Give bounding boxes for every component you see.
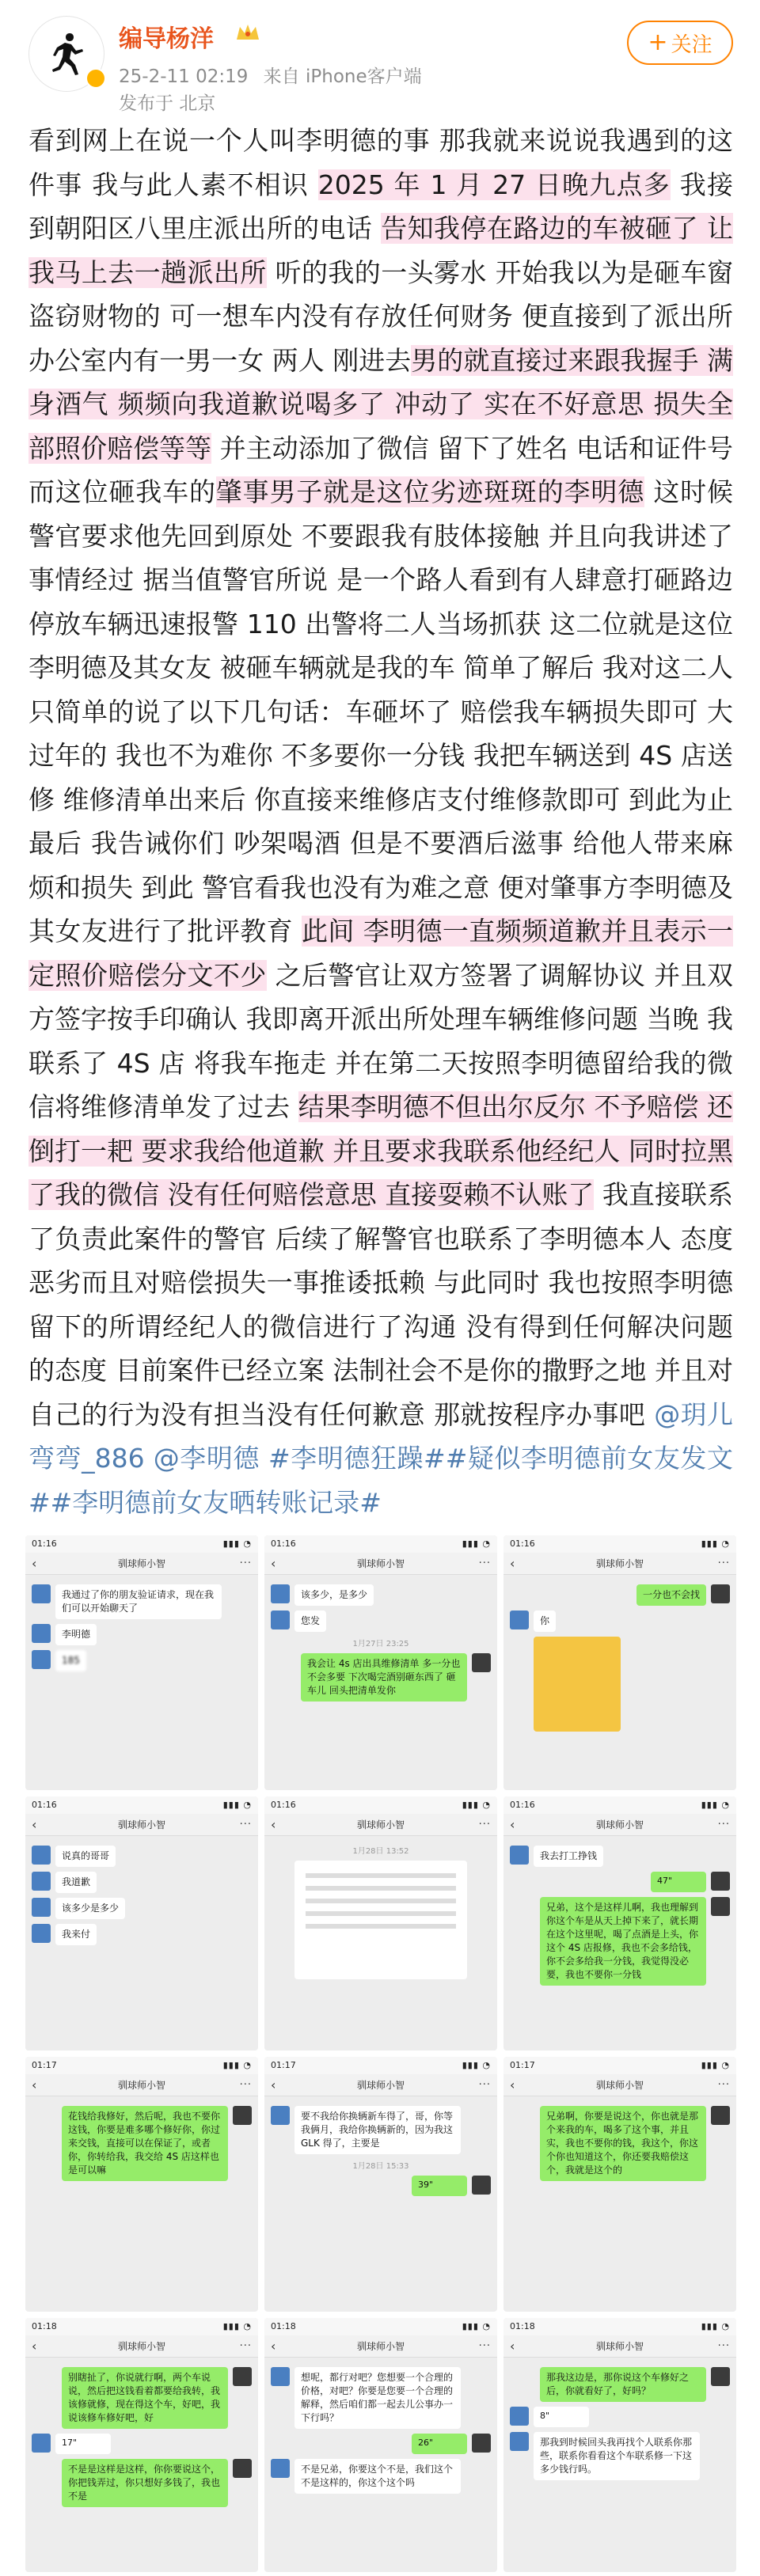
chat-avatar (32, 1624, 51, 1643)
chat-avatar (32, 1898, 51, 1917)
chat-title: 驯球师小智 (117, 2340, 165, 2352)
status-bar (25, 2057, 258, 2074)
signal-icon: ▮▮▮ ◔ (222, 2320, 252, 2331)
signal-icon: ▮▮▮ ◔ (701, 1799, 730, 1810)
chat-bubble: 一分也不会找 (636, 1584, 706, 1606)
post-highlight: 此间 李明德一直频频道歉并且表示一定照价赔偿分文不少 (28, 916, 733, 991)
status-bar (504, 1535, 736, 1553)
status-bar (25, 1535, 258, 1553)
chat-title: 驯球师小智 (356, 1819, 405, 1831)
chat-avatar (510, 2407, 529, 2426)
post-highlight: 2025 年 1 月 27 日晚九点多 (317, 169, 671, 200)
chat-avatar (711, 2367, 730, 2386)
more-icon: ··· (478, 2079, 491, 2091)
chat-screenshot[interactable] (504, 2057, 736, 2312)
post-text: 并主动添加了微信 留下了姓名 电话和证件号 而这位砸我车的 (28, 432, 733, 507)
chat-bubble: 我去打工挣钱 (534, 1846, 603, 1867)
chat-message (32, 1846, 252, 1867)
signal-icon: ▮▮▮ ◔ (701, 2060, 730, 2070)
chat-screenshot[interactable] (25, 2057, 258, 2312)
back-arrow-icon: ‹ (271, 1556, 276, 1571)
back-arrow-icon: ‹ (32, 1556, 37, 1571)
signal-icon: ▮▮▮ ◔ (462, 2320, 491, 2331)
chat-bubble: 你 (534, 1610, 556, 1632)
post-text: 我直接联系了负责此案件的警官 后续了解警官也联系了李明德本人 态度恶劣而且对赔偿损失一事推诿抵赖 与此同时 我也按照李明德留下的所谓经纪人的微信进行了沟通 没有得到任何解决问题的态度 目前案件已经立案 法制社会不是你的撒野之地 并且对自己的行为没有担当没有任何歉意 那就按程序办事吧 (28, 1179, 733, 1430)
chat-bubble: 说真的哥哥 (55, 1846, 116, 1867)
chat-bubble: 那我这边是，那你说这个车修好之后，你就看好了，好吗？ (540, 2367, 706, 2402)
chat-bubble: 不是是这样是这样，你你要说这个，你把钱弄过，你只想好多钱了，我也不是 (62, 2459, 228, 2507)
chat-titlebar (25, 2335, 258, 2358)
post-meta (119, 62, 422, 88)
chat-message (510, 2106, 730, 2181)
back-arrow-icon: ‹ (32, 1816, 37, 1832)
post-source: 来自 iPhone客户端 (263, 66, 422, 87)
chat-message (510, 2367, 730, 2402)
signal-icon: ▮▮▮ ◔ (222, 1538, 252, 1549)
more-icon: ··· (478, 1557, 491, 1569)
plus-icon: + (648, 28, 668, 56)
post-header (0, 0, 760, 135)
hashtag-link[interactable]: #疑似李明德前女友发文# (28, 1443, 733, 1518)
more-icon: ··· (717, 2339, 730, 2352)
back-arrow-icon: ‹ (271, 2077, 276, 2092)
chat-bubble: 您发 (294, 1610, 326, 1632)
voice-message[interactable]: 47" (651, 1872, 706, 1892)
chat-titlebar (504, 1814, 736, 1836)
document-image[interactable] (294, 1861, 467, 1979)
chat-avatar (233, 2106, 252, 2125)
chat-screenshot[interactable] (264, 2057, 497, 2312)
chat-message (510, 1846, 730, 1867)
chat-avatar (32, 1924, 51, 1943)
chat-message (32, 2367, 252, 2429)
status-bar (264, 2318, 497, 2335)
image-grid (25, 1535, 736, 2572)
chat-message (510, 2407, 730, 2427)
verified-badge-icon (86, 68, 106, 89)
chat-avatar (510, 2432, 529, 2451)
chat-avatar (711, 1584, 730, 1603)
chat-avatar (32, 2434, 51, 2453)
chat-avatar (472, 2434, 491, 2453)
signal-icon: ▮▮▮ ◔ (462, 1799, 491, 1810)
back-arrow-icon: ‹ (510, 2077, 515, 2092)
back-arrow-icon: ‹ (32, 2338, 37, 2354)
chat-avatar (711, 2106, 730, 2125)
chat-title: 驯球师小智 (595, 1819, 644, 1831)
chat-avatar (271, 2106, 290, 2125)
chat-avatar (271, 2367, 290, 2386)
chat-titlebar (504, 1553, 736, 1575)
post-text (260, 1443, 268, 1474)
chat-bubble: 我道歉 (55, 1872, 97, 1893)
chat-message (510, 1872, 730, 1892)
chat-bubble: 不是兄弟，你要这个不是，我们这个不是这样的，你这个这个吗 (294, 2459, 461, 2494)
follow-button[interactable] (627, 21, 733, 65)
chat-message (510, 1584, 730, 1606)
post-location: 发布于 北京 (119, 93, 216, 114)
chat-bubble: 李明德 (55, 1624, 97, 1645)
follow-label: 关注 (671, 32, 712, 57)
chat-titlebar (25, 1553, 258, 1575)
chat-message (510, 1897, 730, 1986)
chat-message (32, 1624, 252, 1645)
post-highlight: 肇事男子就是这位劣迹斑斑的李明德 (215, 476, 645, 507)
chat-timestamp: 1月28日 15:33 (352, 2162, 409, 2171)
more-icon: ··· (239, 2339, 252, 2352)
chat-title: 驯球师小智 (595, 2340, 644, 2352)
chat-title: 驯球师小智 (356, 2340, 405, 2352)
sticker-image[interactable] (534, 1637, 621, 1732)
post-text: 听的我的一头雾水 开始我以为是砸车窗盗窃财物的 可一想车内没有存放任何财务 便直接到了派出所 办公室内有一男一女 两人 刚进去 (28, 256, 733, 376)
back-arrow-icon: ‹ (510, 1556, 515, 1571)
chat-screenshot[interactable] (264, 1535, 497, 1790)
chat-titlebar (264, 2335, 497, 2358)
chat-bubble: 想呢，都行对吧？您想要一个合理的价格，对吧？你要是您要一个合理的解释，然后咱们都一起去儿公事办一下行吗？ (294, 2367, 461, 2429)
voice-message[interactable]: 26" (412, 2434, 467, 2454)
chat-bubble: 那我到时候回头我再找个人联系你那些，联系你看看这个车联系修一下这多少钱行吗。 (534, 2432, 700, 2480)
status-time: 01:16 (271, 1799, 296, 1810)
status-time: 01:17 (32, 2060, 57, 2070)
status-time: 01:16 (510, 1538, 535, 1549)
post-text: 这时候警官要求他先回到原处 不要跟我有肢体接触 并且向我讲述了事情经过 据当值警官所说 是一个路人看到有人肆意打砸路边停放车辆迅速报警 110 出警将二人当场抓获 这二位就是这位李明德及其女友 被砸车辆就是我的车 简单了解后 我对这二人只简单的说了以下几句话：车砸坏了 赔偿我车辆损失即可 大过年的 我也不为难你 不多要你一分钱 我把车辆送到 4S 店送修 维修清单出来后 你直接来维修店支付维修款即可 到此为止 最后 我告诫你们 吵架喝酒 但是不要酒后滋事 给他人带来麻烦和损失 到此 警官看我也没有为难之意 便对肇事方李明德及其女友进行了批评教育 (28, 476, 734, 947)
chat-titlebar (25, 1814, 258, 1836)
chat-screenshot[interactable] (25, 2318, 258, 2573)
post-text: 看到网上在说一个人叫李明德的事 那我就来说说我遇到的这件事 我与此人素不相识 (28, 125, 733, 200)
chat-bubble: 185 (55, 1650, 86, 1671)
chat-avatar (32, 1650, 51, 1669)
status-bar (504, 2057, 736, 2074)
chat-bubble: 我会让 4s 店出具维修清单 多一分也不会多要 下次喝完酒别砸东西了 砸车儿 回头把清单发你 (301, 1653, 467, 1702)
more-icon: ··· (717, 1818, 730, 1831)
username[interactable]: 编导杨洋 (119, 25, 214, 53)
status-bar (264, 2057, 497, 2074)
chat-title: 驯球师小智 (356, 1558, 405, 1569)
post-highlight: 男的就直接过来跟我握手 满身酒气 频频向我道歉说喝多了 冲动了 实在不好意思 损失全部照价赔偿等等 (28, 344, 733, 464)
more-icon: ··· (478, 2339, 491, 2352)
chat-message (510, 2432, 730, 2480)
status-time: 01:16 (32, 1538, 57, 1549)
chat-avatar (271, 2459, 290, 2478)
back-arrow-icon: ‹ (32, 2077, 37, 2092)
hashtag-link[interactable]: #李明德狂躁# (268, 1443, 446, 1474)
voice-message[interactable]: 8" (534, 2407, 589, 2427)
chat-titlebar (264, 1814, 497, 1836)
chat-message (510, 1610, 730, 1632)
post-text (145, 1443, 154, 1474)
chat-title: 驯球师小智 (356, 2080, 405, 2091)
chat-avatar (510, 1846, 529, 1865)
chat-message (271, 1653, 491, 1702)
hashtag-link[interactable]: #李明德前女友晒转账记录# (50, 1486, 382, 1518)
status-time: 01:16 (510, 1799, 535, 1810)
chat-timestamp: 1月27日 23:25 (352, 1640, 409, 1648)
post-highlight: 结果李明德不但出尔反尔 不予赔偿 还倒打一耙 要求我给他道歉 并且要求我联系他经纪人 同时拉黑了我的微信 没有任何赔偿意思 直接耍赖不认账了 (28, 1091, 733, 1210)
chat-avatar (271, 1584, 290, 1603)
chat-title: 驯球师小智 (117, 2080, 165, 2091)
chat-title: 驯球师小智 (595, 1558, 644, 1569)
chat-message (271, 2106, 491, 2154)
chat-screenshot[interactable] (264, 1796, 497, 2051)
chat-message (32, 1584, 252, 1619)
chat-title: 驯球师小智 (117, 1819, 165, 1831)
chat-avatar (233, 2459, 252, 2478)
signal-icon: ▮▮▮ ◔ (462, 2060, 491, 2070)
chat-titlebar (504, 2074, 736, 2096)
signal-icon: ▮▮▮ ◔ (462, 1538, 491, 1549)
chat-bubble: 要不我给你换辆新车得了，哥，你等我俩月，我给你换辆新的，因为我这 GLK 得了，主要是 (294, 2106, 461, 2154)
chat-message (271, 1584, 491, 1606)
chat-avatar (32, 1584, 51, 1603)
chat-avatar (472, 1653, 491, 1672)
chat-avatar (711, 1872, 730, 1891)
chat-avatar (32, 1846, 51, 1865)
chat-avatar (711, 1897, 730, 1916)
jumpman-logo-icon (41, 28, 92, 79)
chat-bubble: 我通过了你的朋友验证请求，现在我们可以开始聊天了 (55, 1584, 222, 1619)
back-arrow-icon: ‹ (510, 2338, 515, 2354)
chat-avatar (510, 1610, 529, 1629)
mention-link[interactable]: @玥儿弯弯_886 (28, 1398, 734, 1474)
post-text: 之后警官让双方签署了调解协议 并且双方签字按手印确认 我即离开派出所处理车辆维修问题 当晚 我联系了 4S 店 将我车拖走 并在第二天按照李明德留给我的微信将维修清单发了过去 (28, 959, 733, 1122)
post-text: 我接到朝阳区八里庄派出所的电话 (28, 169, 733, 244)
voice-message[interactable]: 39" (412, 2176, 467, 2196)
signal-icon: ▮▮▮ ◔ (222, 1799, 252, 1810)
chat-screenshot[interactable] (25, 1535, 258, 1790)
post-timestamp: 25-2-11 02:19 (119, 66, 249, 87)
back-arrow-icon: ‹ (271, 1816, 276, 1832)
signal-icon: ▮▮▮ ◔ (701, 1538, 730, 1549)
more-icon: ··· (239, 1818, 252, 1831)
status-time: 01:17 (271, 2060, 296, 2070)
vip-level-icon (234, 22, 261, 43)
chat-bubble: 花钱给我修好，然后呢，我也不要你这钱，你要是难多哪个修好你，你过来交钱，直接可以在保证了，或者你，你转给我，我交给 4S 店这样也是可以嘛 (62, 2106, 228, 2181)
status-time: 01:16 (32, 1799, 57, 1810)
more-icon: ··· (717, 1557, 730, 1569)
status-bar (504, 2318, 736, 2335)
chat-avatar (271, 1610, 290, 1629)
chat-message (271, 2367, 491, 2429)
chat-bubble: 别瞎扯了，你说就行啊，两个车说说，然后把这钱看着都要给我转，我该修就修，现在得这个车，好吧，我说该修车修好吧，好 (62, 2367, 228, 2429)
chat-message (32, 1924, 252, 1945)
chat-screenshot[interactable] (504, 1535, 736, 1790)
chat-screenshot[interactable] (504, 2318, 736, 2573)
chat-timestamp: 1月28日 13:52 (352, 1846, 409, 1856)
chat-screenshot[interactable] (25, 1796, 258, 2051)
chat-screenshot[interactable] (504, 1796, 736, 2051)
chat-message (271, 2459, 491, 2494)
chat-message (32, 1898, 252, 1919)
post-highlight: 告知我停在路边的车被砸了 让我马上去一趟派出所 (28, 213, 733, 288)
chat-avatar (233, 2367, 252, 2386)
mention-link[interactable]: @李明德 (153, 1443, 260, 1474)
signal-icon: ▮▮▮ ◔ (222, 2060, 252, 2070)
chat-title: 驯球师小智 (117, 1558, 165, 1569)
chat-titlebar (264, 1553, 497, 1575)
status-time: 01:18 (510, 2320, 535, 2331)
chat-message (32, 1872, 252, 1893)
chat-message (32, 1650, 252, 1671)
chat-message (32, 2106, 252, 2181)
chat-title: 驯球师小智 (595, 2080, 644, 2091)
chat-avatar (472, 2176, 491, 2195)
more-icon: ··· (717, 2079, 730, 2091)
chat-message (271, 1610, 491, 1632)
chat-message (271, 2176, 491, 2196)
voice-message[interactable]: 17" (55, 2434, 111, 2454)
back-arrow-icon: ‹ (271, 2338, 276, 2354)
chat-avatar (32, 1872, 51, 1891)
chat-message (32, 2434, 252, 2454)
post-body (28, 119, 733, 1524)
signal-icon: ▮▮▮ ◔ (701, 2320, 730, 2331)
status-bar (264, 1535, 497, 1553)
chat-bubble: 我来付 (55, 1924, 97, 1945)
chat-screenshot[interactable] (264, 2318, 497, 2573)
status-bar (504, 1796, 736, 1814)
back-arrow-icon: ‹ (510, 1816, 515, 1832)
chat-titlebar (25, 2074, 258, 2096)
chat-message (32, 2459, 252, 2507)
status-bar (264, 1796, 497, 1814)
status-time: 01:17 (510, 2060, 535, 2070)
chat-message (271, 2434, 491, 2454)
status-time: 01:18 (32, 2320, 57, 2331)
status-time: 01:18 (271, 2320, 296, 2331)
status-time: 01:16 (271, 1538, 296, 1549)
chat-bubble: 兄弟啊，你要是说这个，你也就是那个来我的车，喝多了这个事，并且实，我也不要你的钱，我这个，你这个你也知道这个，你还要我赔偿这个，我就是这个的 (540, 2106, 706, 2181)
chat-titlebar (264, 2074, 497, 2096)
chat-titlebar (504, 2335, 736, 2358)
more-icon: ··· (239, 1557, 252, 1569)
chat-bubble: 兄弟，这个是这样儿啊，我也理解到你这个车是从天上掉下来了，就长期在这个这里呢，喝了点酒是上头，你这个 4S 店报修，我也不会多给钱，你不会多给我一分钱，我觉得没必要，我也不要你一分钱 (540, 1897, 706, 1986)
chat-bubble: 该多少是多少 (55, 1898, 125, 1919)
status-bar (25, 2318, 258, 2335)
chat-bubble: 该多少，是多少 (294, 1584, 374, 1606)
more-icon: ··· (478, 1818, 491, 1831)
more-icon: ··· (239, 2079, 252, 2091)
status-bar (25, 1796, 258, 1814)
